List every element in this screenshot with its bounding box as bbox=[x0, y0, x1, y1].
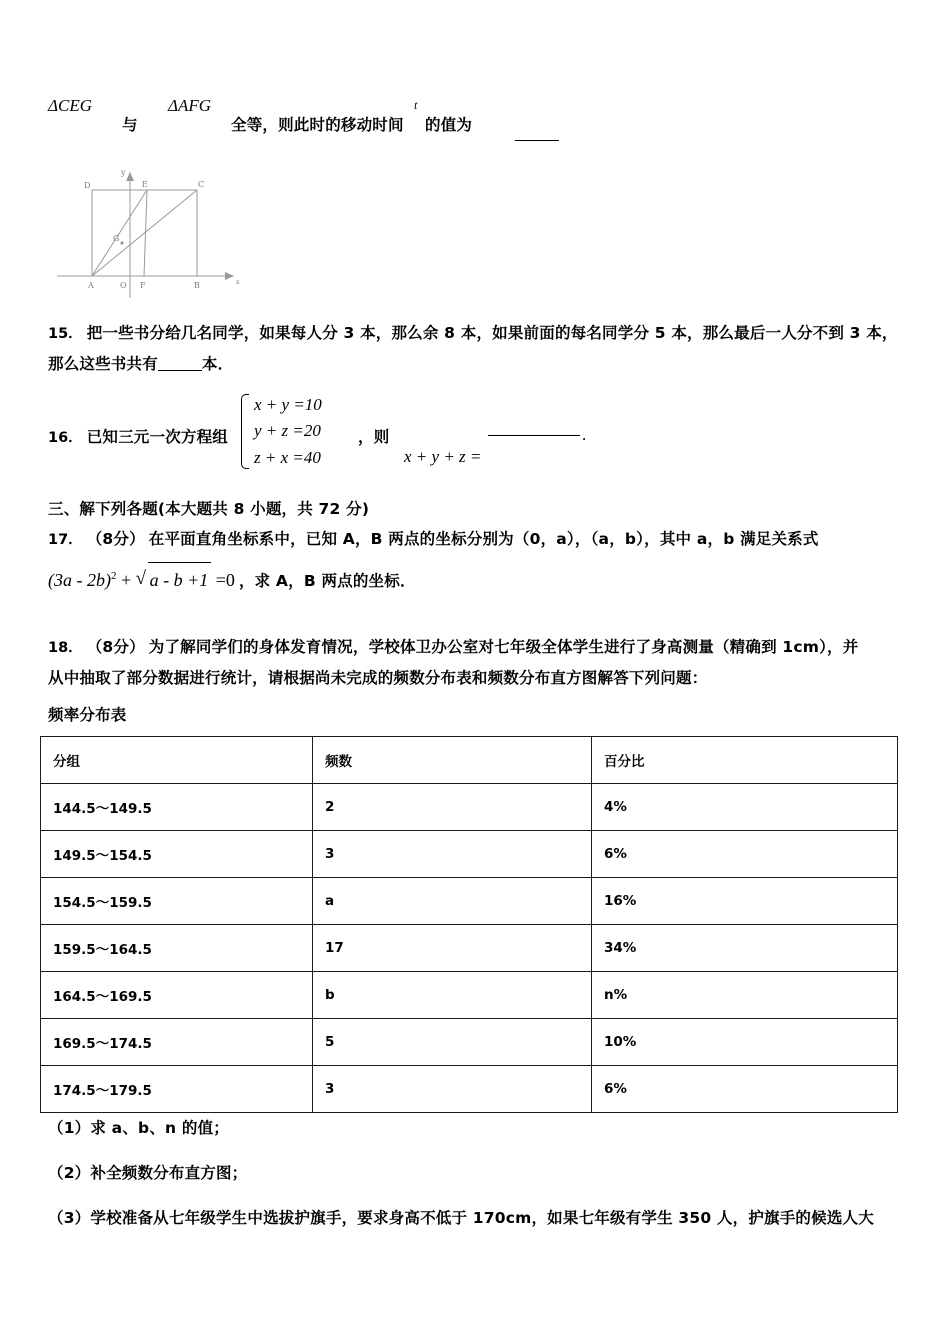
label-D: D bbox=[84, 181, 91, 190]
question-14-text-after-variable: 的值为 bbox=[425, 116, 473, 134]
question-18-text-2: 从中抽取了部分数据进行统计，请根据尚未完成的频数分布表和频数分布直方图解答下列问题： bbox=[48, 669, 708, 688]
question-18-text-1: 为了解同学们的身体发育情况，学校体卫办公室对七年级全体学生进行了身高测量（精确到 1cm），并 bbox=[148, 638, 859, 656]
question-18-line-1 bbox=[48, 632, 906, 663]
equation-system bbox=[236, 392, 322, 471]
formula-radicand: a - b +1 bbox=[148, 562, 212, 598]
sqrt-icon bbox=[136, 562, 212, 598]
subquestion-3-text: （3）学校准备从七年级学生中选拔护旗手，要求身高不低于 170cm，如果七年级有学生 350 人，护旗手的候选人大 bbox=[48, 1209, 874, 1228]
cell-percentage: 6% bbox=[592, 831, 898, 878]
subquestion-3 bbox=[48, 1203, 948, 1234]
question-16-number: 16． bbox=[48, 430, 83, 446]
subquestion-2-text: （2）补全频数分布直方图； bbox=[48, 1164, 248, 1183]
question-16 bbox=[48, 392, 906, 472]
variable-t-label: t bbox=[414, 98, 418, 112]
question-17-formula-tail: ，求 A，B 两点的坐标． bbox=[238, 572, 416, 590]
question-15-text-2: 那么这些书共有 bbox=[48, 355, 158, 374]
question-16-expression: x + y + z = bbox=[404, 447, 482, 466]
question-17-formula-line bbox=[48, 562, 906, 598]
question-16-period: . bbox=[582, 425, 587, 444]
question-15-line-2 bbox=[48, 349, 906, 380]
question-16-label-group bbox=[48, 422, 228, 453]
label-E: E bbox=[142, 180, 148, 189]
label-y-axis: y bbox=[121, 168, 126, 177]
cell-percentage: n% bbox=[592, 972, 898, 1019]
formula-rhs: =0 bbox=[215, 570, 235, 590]
triangle-afg-label: ΔAFG bbox=[168, 96, 212, 115]
cell-group: 144.5～149.5 bbox=[41, 784, 313, 831]
label-F: F bbox=[140, 281, 146, 290]
equation-2: y + z =20 bbox=[254, 421, 321, 441]
subquestion-1-text: （1）求 a、b、n 的值； bbox=[48, 1119, 229, 1137]
question-18-score: （8分） bbox=[86, 638, 145, 656]
cell-frequency: 2 bbox=[313, 784, 592, 831]
question-15-line-1 bbox=[48, 318, 906, 349]
question-15 bbox=[48, 318, 906, 380]
question-18-line-2 bbox=[48, 663, 906, 694]
question-16-text: 已知三元一次方程组 bbox=[86, 428, 228, 446]
cell-percentage: 34% bbox=[592, 925, 898, 972]
cell-frequency: 5 bbox=[313, 1019, 592, 1066]
cell-group: 159.5～164.5 bbox=[41, 925, 313, 972]
section-3-heading bbox=[48, 494, 906, 525]
cell-frequency: 3 bbox=[313, 831, 592, 878]
cell-group: 169.5～174.5 bbox=[41, 1019, 313, 1066]
table-row bbox=[41, 1019, 898, 1066]
table-row bbox=[41, 831, 898, 878]
answer-blank-14 bbox=[515, 126, 559, 141]
frequency-distribution-table bbox=[40, 736, 898, 1113]
label-O: O bbox=[120, 281, 127, 290]
figure-point-labels bbox=[84, 168, 240, 290]
question-14-text-before-variable: 全等，则此时的移动时间 bbox=[231, 116, 404, 134]
answer-blank-16 bbox=[488, 420, 580, 436]
question-15-number: 15． bbox=[48, 326, 83, 342]
question-17-text: 在平面直角坐标系中，已知 A，B 两点的坐标分别为（0，a），（a，b），其中 a，b 满足关系式 bbox=[148, 530, 819, 548]
question-17-formula bbox=[48, 570, 235, 590]
cell-group: 174.5～179.5 bbox=[41, 1066, 313, 1113]
table-title-text: 频率分布表 bbox=[48, 706, 127, 724]
label-G: G bbox=[113, 234, 120, 243]
cell-percentage: 4% bbox=[592, 784, 898, 831]
answer-blank-15 bbox=[158, 356, 202, 371]
cell-group: 149.5～154.5 bbox=[41, 831, 313, 878]
question-17 bbox=[48, 524, 906, 555]
question-14-tail bbox=[48, 96, 902, 138]
equation-3: z + x =40 bbox=[254, 447, 321, 467]
question-15-text-1: 把一些书分给几名同学，如果每人分 3 本，那么余 8 本，如果前面的每名同学分 5 本，那么最后一人分不到 3 本， bbox=[86, 324, 898, 342]
coordinate-rectangle-svg bbox=[52, 158, 262, 303]
question-16-then: ，则 bbox=[358, 428, 390, 446]
triangle-ceg-label: ΔCEG bbox=[48, 96, 92, 115]
equation-list bbox=[248, 392, 322, 471]
question-17-score: （8分） bbox=[86, 530, 145, 548]
cell-frequency: 17 bbox=[313, 925, 592, 972]
formula-exponent: 2 bbox=[110, 570, 117, 582]
y-axis-arrow bbox=[126, 172, 134, 181]
table-row bbox=[41, 972, 898, 1019]
point-g-marker bbox=[120, 241, 123, 244]
table-header-frequency: 频数 bbox=[313, 737, 592, 784]
cell-frequency: b bbox=[313, 972, 592, 1019]
table-row bbox=[41, 1066, 898, 1113]
table-row bbox=[41, 878, 898, 925]
section-3-heading-text: 三、解下列各题(本大题共 8 小题，共 72 分) bbox=[48, 500, 370, 518]
table-row bbox=[41, 784, 898, 831]
cell-frequency: 3 bbox=[313, 1066, 592, 1113]
equation-1: x + y =10 bbox=[254, 395, 322, 414]
label-x-axis: x bbox=[236, 279, 240, 286]
brace-icon bbox=[236, 392, 248, 471]
table-header-row bbox=[41, 737, 898, 784]
subquestion-2 bbox=[48, 1158, 948, 1189]
table-header-percentage: 百分比 bbox=[592, 737, 898, 784]
question-18-number: 18． bbox=[48, 640, 83, 656]
formula-lhs: (3a - 2b) bbox=[48, 570, 111, 590]
label-B: B bbox=[194, 281, 200, 290]
cell-percentage: 6% bbox=[592, 1066, 898, 1113]
cell-group: 164.5～169.5 bbox=[41, 972, 313, 1019]
geometry-figure bbox=[52, 158, 262, 303]
question-18-subquestions bbox=[48, 1113, 948, 1249]
x-axis-arrow bbox=[225, 272, 234, 280]
table-row bbox=[41, 925, 898, 972]
label-C: C bbox=[198, 180, 205, 189]
label-A: A bbox=[88, 281, 94, 290]
table-title bbox=[48, 703, 127, 725]
formula-plus: + bbox=[120, 570, 132, 590]
question-17-number: 17． bbox=[48, 532, 83, 548]
segment-ae bbox=[92, 190, 147, 276]
cell-group: 154.5～159.5 bbox=[41, 878, 313, 925]
cell-frequency: a bbox=[313, 878, 592, 925]
question-15-text-3: 本． bbox=[201, 355, 234, 374]
cell-percentage: 16% bbox=[592, 878, 898, 925]
question-18 bbox=[48, 632, 906, 694]
table-header-group: 分组 bbox=[41, 737, 313, 784]
subquestion-1 bbox=[48, 1113, 948, 1144]
connector-label: 与 bbox=[122, 116, 138, 134]
cell-percentage: 10% bbox=[592, 1019, 898, 1066]
